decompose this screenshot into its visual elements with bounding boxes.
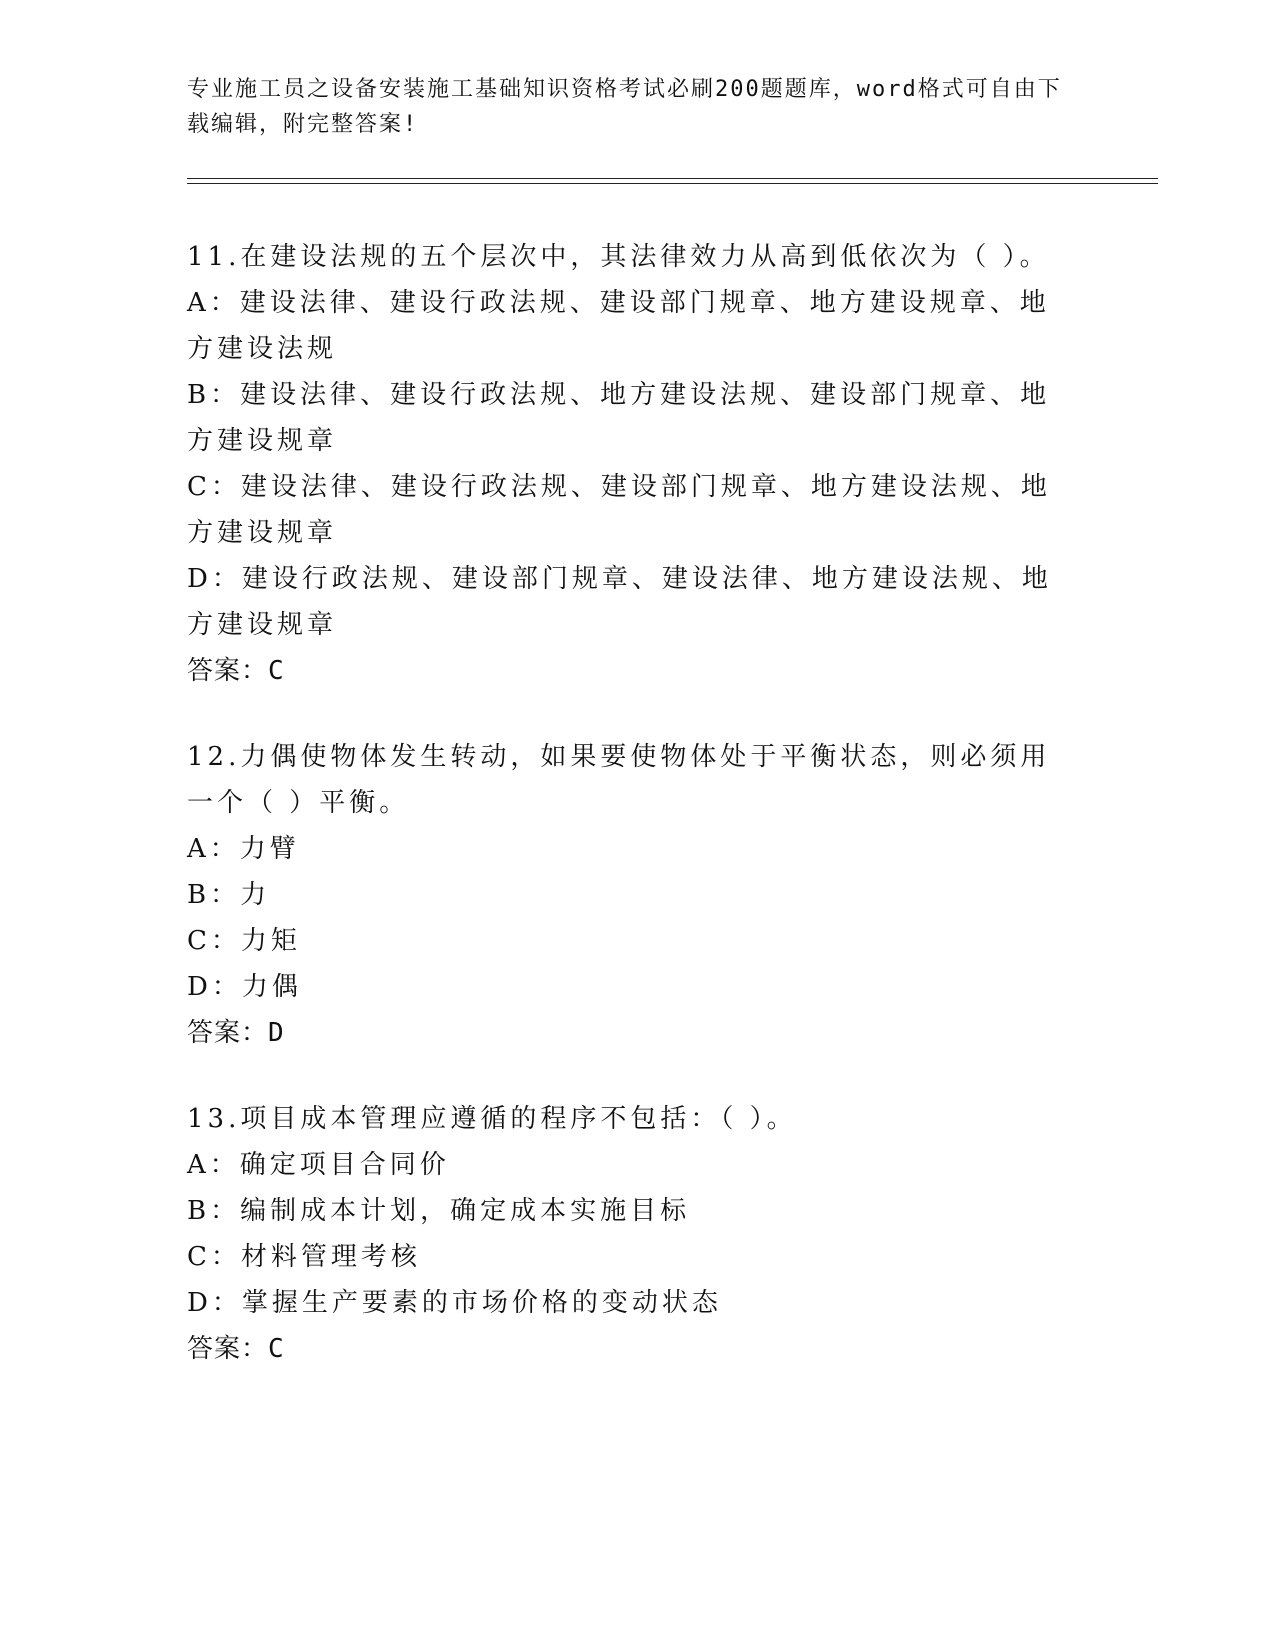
answer: 答案：C — [187, 1334, 285, 1364]
option-b: B：编制成本计划，确定成本实施目标 — [187, 1196, 691, 1226]
question-12 — [187, 734, 1077, 1056]
option-c: C：建设法律、建设行政法规、建设部门规章、地方建设法规、地方建设规章 — [187, 472, 1051, 548]
question-13 — [187, 1096, 1077, 1372]
answer: 答案：C — [187, 656, 285, 686]
question-11 — [187, 234, 1077, 694]
option-a: A：建设法律、建设行政法规、建设部门规章、地方建设规章、地方建设法规 — [187, 288, 1050, 364]
option-d: D：掌握生产要素的市场价格的变动状态 — [187, 1288, 722, 1318]
header-divider-bottom — [187, 183, 1158, 184]
question-stem: 13.项目成本管理应遵循的程序不包括：（ ）。 — [187, 1104, 797, 1134]
question-stem: 12.力偶使物体发生转动，如果要使物体处于平衡状态，则必须用一个（ ）平衡。 — [187, 742, 1051, 818]
option-d: D：建设行政法规、建设部门规章、建设法律、地方建设法规、地方建设规章 — [187, 564, 1052, 640]
option-c: C：材料管理考核 — [187, 1242, 421, 1272]
option-d: D：力偶 — [187, 972, 302, 1002]
option-b: B：力 — [187, 880, 271, 910]
option-a: A：力臂 — [187, 834, 300, 864]
header-divider-top — [187, 178, 1158, 179]
option-b: B：建设法律、建设行政法规、地方建设法规、建设部门规章、地方建设规章 — [187, 380, 1051, 456]
document-intro: 专业施工员之设备安装施工基础知识资格考试必刷200题题库，word格式可自由下载编辑，附完整答案! — [187, 77, 1062, 137]
option-c: C：力矩 — [187, 926, 301, 956]
question-list — [187, 234, 1077, 1412]
question-stem: 11.在建设法规的五个层次中，其法律效力从高到低依次为（ ）。 — [187, 242, 1050, 272]
option-a: A：确定项目合同价 — [187, 1150, 450, 1180]
answer: 答案：D — [187, 1018, 285, 1048]
